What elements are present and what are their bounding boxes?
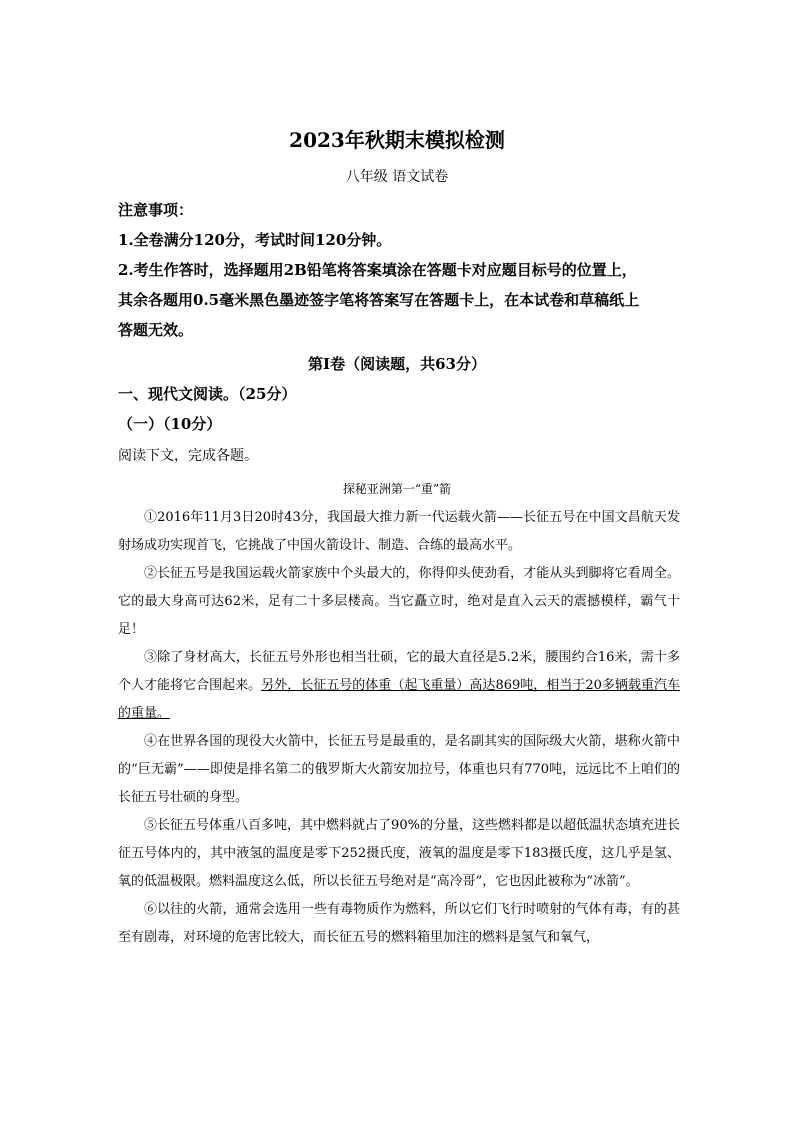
article-paragraph-1: ①2016年11月3日20时43分，我国最大推力新一代运载火箭——长征五号在中国文昌航天发射场成功实现首飞，它挑战了中国火箭设计、制造、合练的最高水平。 <box>118 510 680 553</box>
article-body <box>118 504 680 952</box>
notes-heading: 注意事项： <box>118 201 194 219</box>
notes-item-1: 1.全卷满分120分，考试时间120分钟。 <box>118 231 392 249</box>
reading-instruction: 阅读下文，完成各题。 <box>118 448 258 464</box>
section-1-heading: 一、现代文阅读。（25分） <box>118 385 297 403</box>
notes-item-2-line-3: 答题无效。 <box>118 321 194 339</box>
exam-title: 2023年秋期末模拟检测 <box>289 128 505 152</box>
notes-item-2-line-2: 其余各题用0.5毫米黑色墨迹签字笔将答案写在答题卡上，在本试卷和草稿纸上 <box>118 291 640 309</box>
article-paragraph-3-text: ③除了身材高大，长征五号外形也相当壮硕，它的最大直径是5.2米，腰围约合16米，需十多个人才能将它合围起来。 <box>118 650 680 693</box>
underlined-sentence: 另外，长征五号的体重（起飞重量）高达869吨，相当于20多辆载重汽车的重量。 <box>118 678 680 721</box>
exam-subtitle: 八年级 语文试卷 <box>345 169 449 185</box>
article-title: 探秘亚洲第一“重”箭 <box>342 482 452 496</box>
subsection-1-heading: （一）（10分） <box>118 415 222 433</box>
article-paragraph-5: ⑤长征五号体重八百多吨，其中燃料就占了90%的分量，这些燃料都是以超低温状态填充进长征五号体内的，其中液氢的温度是零下252摄氏度，液氧的温度是零下183摄氏度，这几乎是氢、氧的低温极限。燃料温度这么低，所以长征五号绝对是“高冷哥”，它也因此被称为“冰箭”。 <box>118 818 680 889</box>
article-paragraph-2: ②长征五号是我国运载火箭家族中个头最大的，你得仰头使劲看，才能从头到脚将它看周全。它的最大身高可达62米，足有二十多层楼高。当它矗立时，绝对是直入云天的震撼模样，霸气十足！ <box>118 566 680 637</box>
part-1-heading: 第Ⅰ卷（阅读题，共63分） <box>308 355 486 373</box>
article-paragraph-6: ⑥以往的火箭，通常会选用一些有毒物质作为燃料，所以它们飞行时喷射的气体有毒，有的甚至有剧毒，对环境的危害比较大，而长征五号的燃料箱里加注的燃料是氢气和氧气， <box>118 902 680 945</box>
article-paragraph-3 <box>118 644 680 728</box>
article-paragraph-4: ④在世界各国的现役大火箭中，长征五号是最重的，是名副其实的国际级大火箭，堪称火箭中的“巨无霸”——即使是排名第二的俄罗斯大火箭安加拉号，体重也只有770吨，远远比不上咱们的长征五号壮硕的身型。 <box>118 734 680 805</box>
notes-item-2-line-1: 2.考生作答时，选择题用2B铅笔将答案填涂在答题卡对应题目标号的位置上， <box>118 261 637 279</box>
